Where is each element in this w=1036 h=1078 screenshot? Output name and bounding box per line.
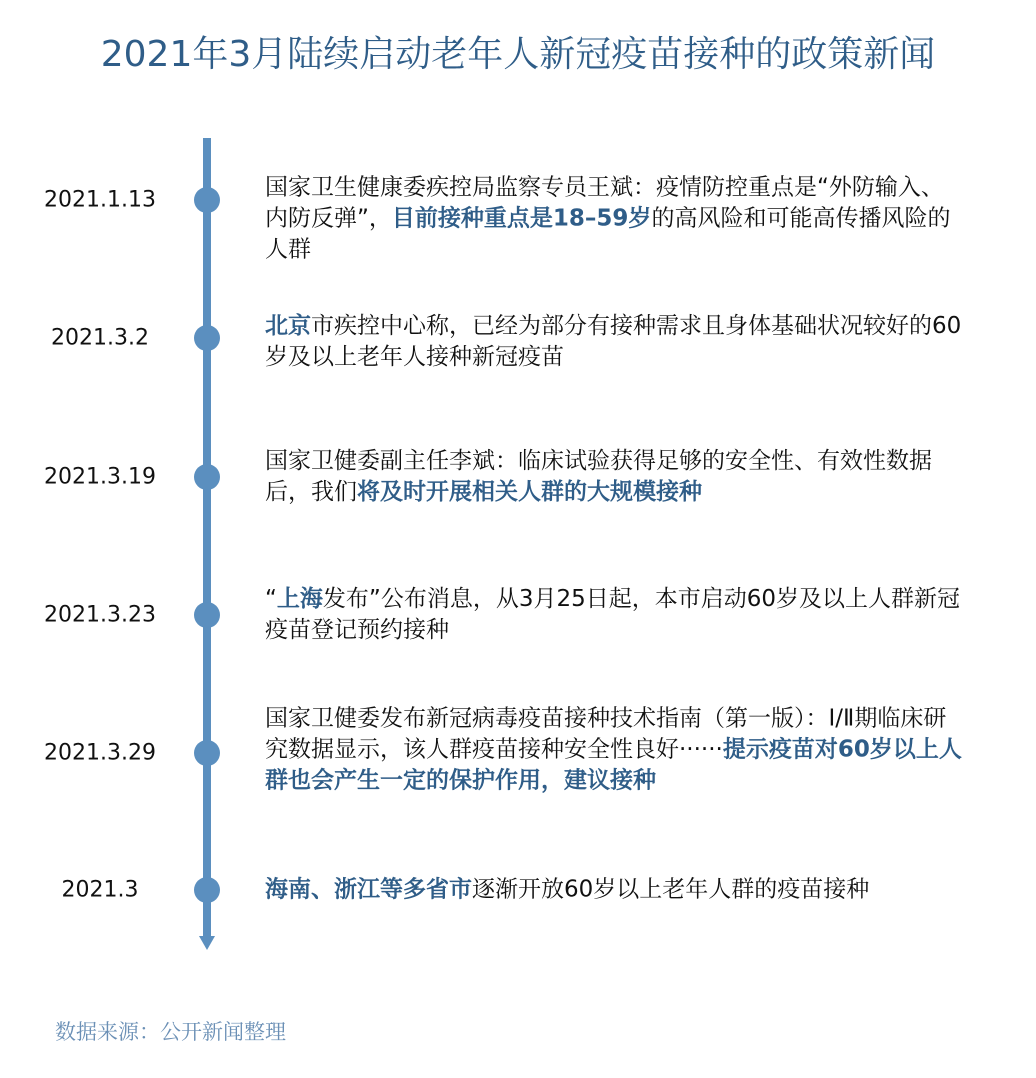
event-date: 2021.3.19 [44,464,156,490]
event-text: 市疾控中心称，已经为部分有接种需求且身体基础状况较好的60岁及以上老年人接种新冠疫苗 [265,313,962,370]
timeline-dot [194,877,220,903]
event-description [265,704,965,797]
highlighted-text: 目前接种重点是18–59岁 [391,205,652,232]
event-date: 2021.3 [61,877,139,903]
event-description [265,875,965,906]
event-description [265,311,965,373]
highlighted-text: 将及时开展相关人群的大规模接种 [357,479,702,505]
highlighted-text: 提示疫苗对60岁以上人群也会产生一定的保护作用，建议接种 [265,736,962,794]
event-date: 2021.1.13 [44,187,156,213]
event-text: 逐渐开放60岁以上老年人群的疫苗接种 [472,876,870,903]
arrow-down-icon [199,936,215,950]
event-date: 2021.3.2 [51,325,149,351]
timeline-dot [194,187,220,213]
event-description [265,173,965,266]
timeline-dot [194,740,220,766]
event-description [265,446,965,508]
event-date: 2021.3.29 [44,740,156,766]
event-text: “ [265,586,277,612]
event-text: 发布”公布消息，从3月25日起，本市启动60岁及以上人群新冠疫苗登记预约接种 [265,586,961,643]
highlighted-text: 海南、浙江等多省市 [265,876,472,903]
timeline-dot [194,464,220,490]
data-source-note: 数据来源：公开新闻整理 [55,1020,286,1044]
page-title: 2021年3月陆续启动老年人新冠疫苗接种的政策新闻 [100,34,936,75]
timeline-axis [203,138,211,938]
event-description [265,584,965,646]
event-date: 2021.3.23 [44,602,156,628]
event-text: 国家卫健委发布新冠病毒疫苗接种技术指南（第一版）：Ⅰ/Ⅱ期临床研究数据显示，该人群疫苗接种安全性良好······ [265,705,947,763]
highlighted-text: 上海 [276,586,323,612]
timeline-dot [194,325,220,351]
event-text: 国家卫健委副主任李斌：临床试验获得足够的安全性、有效性数据后，我们 [265,448,932,505]
event-text: 国家卫生健康委疾控局监察专员王斌：疫情防控重点是“外防输入、内防反弹”， [265,174,944,232]
event-text: 的高风险和可能高传播风险的人群 [265,205,951,263]
timeline-dot [194,602,220,628]
highlighted-text: 北京 [265,313,311,339]
